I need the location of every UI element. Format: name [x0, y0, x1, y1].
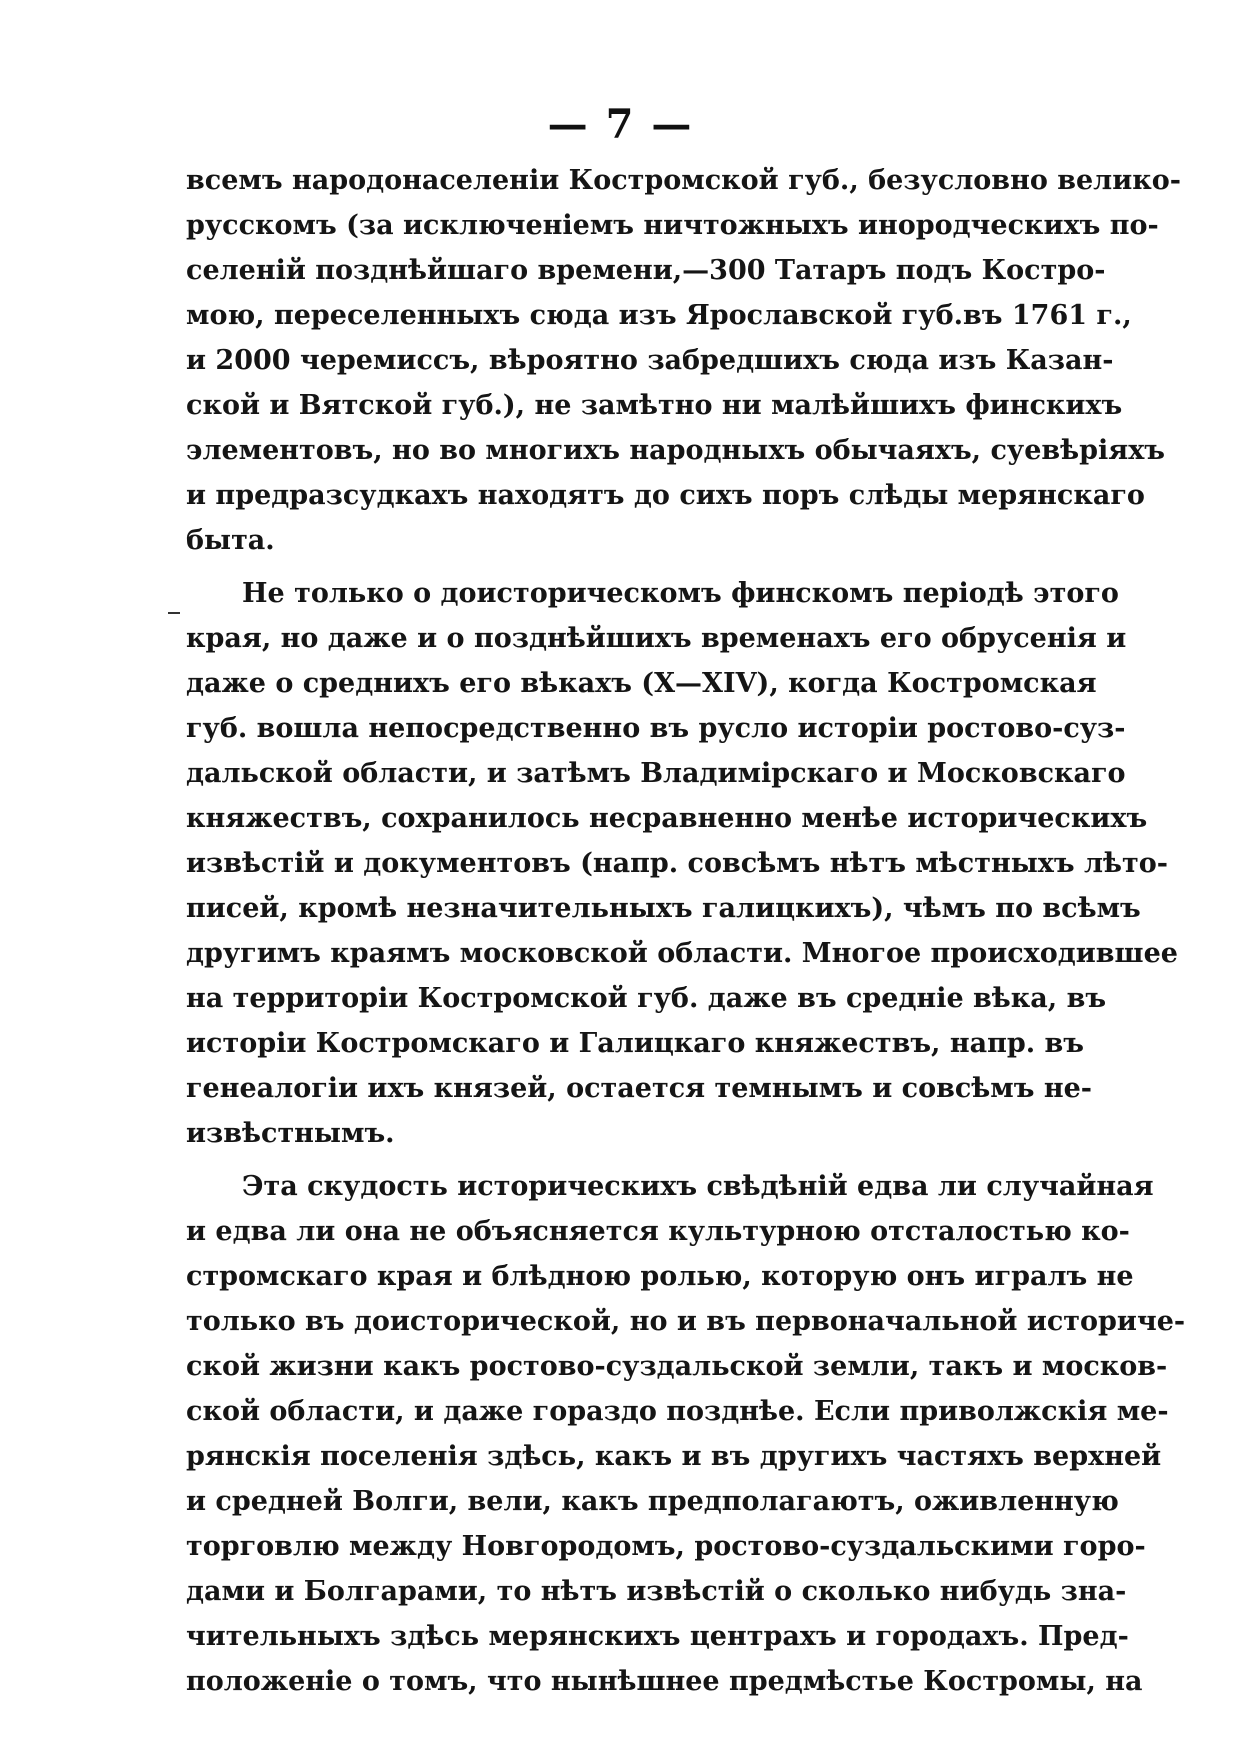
body-text [186, 158, 1186, 1712]
text-line: положеніе о томъ, что нынѣшнее предмѣстье Костромы, на [186, 1666, 1143, 1697]
text-line: быта. [186, 525, 275, 556]
paragraph [186, 1164, 1186, 1704]
text-line: рянскія поселенія здѣсь, какъ и въ другихъ частяхъ верхней [186, 1441, 1162, 1472]
text-line: торговлю между Новгородомъ, ростово-суздальскими горо- [186, 1531, 1146, 1562]
text-line: края, но даже и о позднѣйшихъ временахъ его обрусенія и [186, 623, 1127, 654]
text-line: только въ доисторической, но и въ первоначальной историче- [186, 1306, 1186, 1337]
text-line: генеалогіи ихъ князей, остается темнымъ и совсѣмъ не- [186, 1073, 1093, 1104]
text-line: Не только о доисторическомъ финскомъ періодѣ этого [242, 578, 1119, 609]
text-line: всемъ народонаселеніи Костромской губ., безусловно велико- [186, 165, 1181, 196]
text-line: элементовъ, но во многихъ народныхъ обычаяхъ, суевѣріяхъ [186, 435, 1166, 466]
margin-mark [168, 612, 180, 614]
text-line: на территоріи Костромской губ. даже въ средніе вѣка, въ [186, 983, 1107, 1014]
text-line: ской жизни какъ ростово-суздальской земли, такъ и москов- [186, 1351, 1168, 1382]
text-line: стромскаго края и блѣдною ролью, которую онъ игралъ не [186, 1261, 1134, 1292]
text-line: писей, кромѣ незначительныхъ галицкихъ), чѣмъ по всѣмъ [186, 893, 1141, 924]
text-line: Эта скудость историческихъ свѣдѣній едва ли случайная [242, 1171, 1154, 1202]
paragraph [186, 158, 1181, 563]
text-line: русскомъ (за исключеніемъ ничтожныхъ инородческихъ по- [186, 210, 1159, 241]
text-line: другимъ краямъ московской области. Многое происходившее [186, 938, 1178, 969]
text-line: губ. вошла непосредственно въ русло исторіи ростово-суз- [186, 713, 1126, 744]
text-line: дальской области, и затѣмъ Владимірскаго и Московскаго [186, 758, 1126, 789]
paragraph [186, 571, 1178, 1156]
text-line: чительныхъ здѣсь мерянскихъ центрахъ и городахъ. Пред- [186, 1621, 1129, 1652]
text-line: мою, переселенныхъ сюда изъ Ярославской губ.въ 1761 г., [186, 300, 1132, 331]
text-line: и средней Волги, вели, какъ предполагаютъ, оживленную [186, 1486, 1119, 1517]
text-line: ской области, и даже гораздо позднѣе. Если приволжскія ме- [186, 1396, 1169, 1427]
text-line: и 2000 черемиссъ, вѣроятно забредшихъ сюда изъ Казан- [186, 345, 1114, 376]
text-line: и предразсудкахъ находятъ до сихъ поръ слѣды мерянскаго [186, 480, 1145, 511]
text-line: и едва ли она не объясняется культурною отсталостью ко- [186, 1216, 1130, 1247]
text-line: дами и Болгарами, то нѣтъ извѣстій о сколько нибудь зна- [186, 1576, 1127, 1607]
page-number: — 7 — [547, 101, 694, 148]
text-line: ской и Вятской губ.), не замѣтно ни малѣйшихъ финскихъ [186, 390, 1123, 421]
text-line: исторіи Костромскаго и Галицкаго княжествъ, напр. въ [186, 1028, 1085, 1059]
text-line: княжествъ, сохранилось несравненно менѣе историческихъ [186, 803, 1148, 834]
text-line: извѣстій и документовъ (напр. совсѣмъ нѣтъ мѣстныхъ лѣто- [186, 848, 1168, 879]
text-line: селеній позднѣйшаго времени,—300 Татаръ подъ Костро- [186, 255, 1106, 286]
text-line: извѣстнымъ. [186, 1118, 395, 1149]
text-line: даже о среднихъ его вѣкахъ (X—XIV), когда Костромская [186, 668, 1097, 699]
